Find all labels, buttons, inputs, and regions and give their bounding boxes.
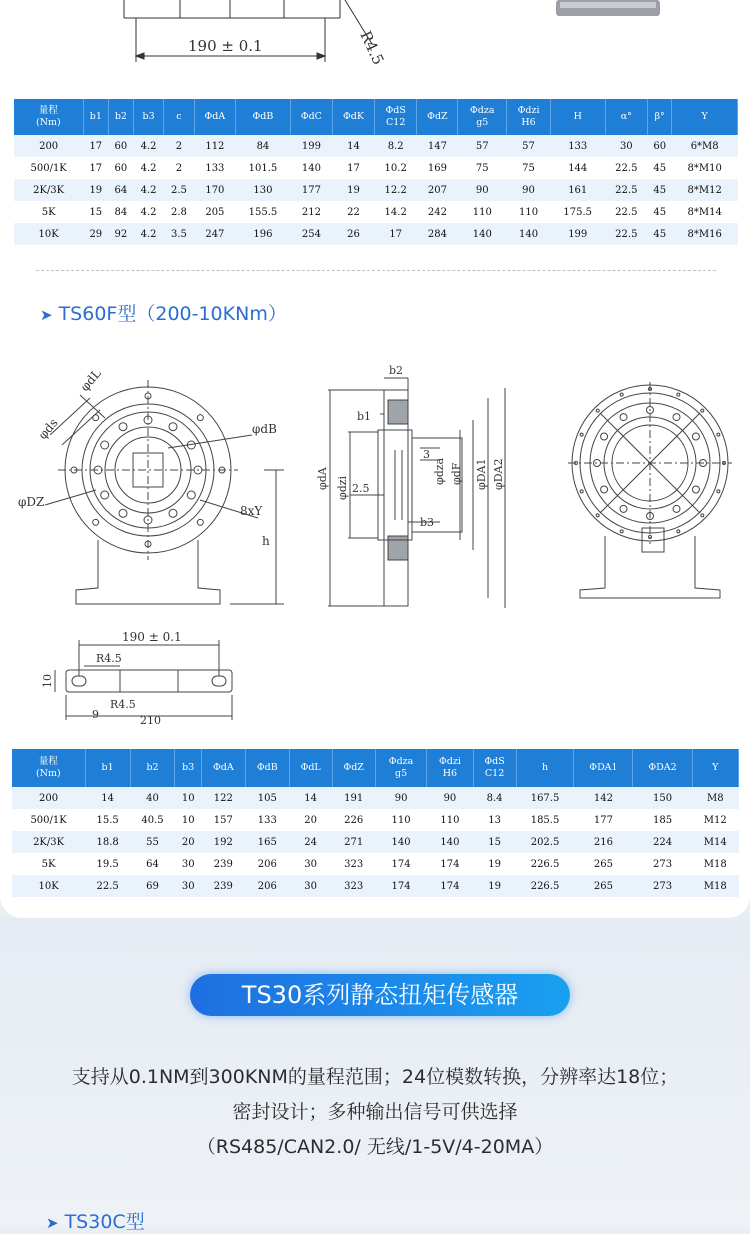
table-cell: 140 — [375, 831, 427, 853]
column-header: ΦdB — [236, 99, 291, 135]
table-cell: 224 — [633, 831, 692, 853]
column-header: H — [550, 99, 605, 135]
table-cell: 69 — [130, 875, 175, 897]
table-cell: 2 — [164, 157, 194, 179]
table-cell: 147 — [417, 135, 458, 157]
table-cell: 22.5 — [605, 157, 647, 179]
table-row — [12, 875, 739, 897]
table-cell: 60 — [648, 135, 672, 157]
table-cell: 175.5 — [550, 201, 605, 223]
column-header: b1 — [83, 99, 108, 135]
table-row — [14, 223, 738, 245]
section-title-ts30c: ➤ TS30C型 — [46, 1211, 145, 1233]
table-cell: 17 — [374, 223, 416, 245]
table-cell: 133 — [245, 809, 289, 831]
top-dim-r45: R4.5 — [356, 28, 388, 68]
table-header-row — [12, 749, 739, 787]
table-cell: 271 — [332, 831, 375, 853]
table-cell: 30 — [605, 135, 647, 157]
arrow-icon: ➤ — [46, 1214, 59, 1232]
table-cell: 500/1K — [14, 157, 83, 179]
table-cell: 174 — [427, 853, 473, 875]
bolt-hole — [93, 519, 99, 525]
table-cell: 140 — [458, 223, 507, 245]
bolt-hole — [692, 486, 699, 493]
bolt-hole — [717, 490, 720, 493]
table-cell: 110 — [458, 201, 507, 223]
table-cell: 14.2 — [374, 201, 416, 223]
table-cell: 207 — [417, 179, 458, 201]
label-dzi: φdzi — [336, 475, 349, 500]
bolt-hole — [620, 414, 627, 421]
table-cell: 199 — [290, 135, 332, 157]
arrow-icon: ➤ — [40, 306, 53, 324]
table-cell: 185.5 — [516, 809, 574, 831]
column-header: ΦdA — [194, 99, 235, 135]
table-cell: 2.5 — [164, 179, 194, 201]
table-cell: 26 — [333, 223, 375, 245]
table-cell: 140 — [290, 157, 332, 179]
table-cell: 212 — [290, 201, 332, 223]
table-cell: 19 — [83, 179, 108, 201]
table-cell: 19 — [333, 179, 375, 201]
table-cell: 4.2 — [133, 223, 163, 245]
label-ten: 10 — [41, 674, 54, 688]
table-cell: 17 — [83, 135, 108, 157]
table-cell: 22.5 — [85, 875, 130, 897]
table-cell: 133 — [194, 157, 235, 179]
front-view — [45, 380, 284, 604]
table-cell: 84 — [108, 201, 133, 223]
table-cell: 30 — [289, 875, 332, 897]
label-ds: φds — [35, 415, 61, 442]
table-cell: 30 — [289, 853, 332, 875]
table-cell: M18 — [692, 875, 738, 897]
table-cell: 192 — [201, 831, 245, 853]
table-cell: 8.2 — [374, 135, 416, 157]
column-header: ΦDA1 — [574, 749, 633, 787]
bolt-hole — [692, 433, 699, 440]
table-cell: 90 — [458, 179, 507, 201]
table-cell: 206 — [245, 875, 289, 897]
table-cell: 110 — [375, 809, 427, 831]
table-cell: 112 — [194, 135, 235, 157]
table-cell: 30 — [175, 875, 201, 897]
label-dB: φdB — [252, 422, 277, 436]
label-DA2: φDA2 — [492, 458, 505, 490]
table-cell: 40.5 — [130, 809, 175, 831]
bolt-hole — [119, 423, 127, 431]
bolt-hole — [673, 414, 680, 421]
column-header: b2 — [130, 749, 175, 787]
bolt-hole — [717, 433, 720, 436]
table-cell: 3.5 — [164, 223, 194, 245]
ts60f-technical-drawing — [0, 340, 750, 730]
column-header: α° — [605, 99, 647, 135]
bolt-hole — [677, 530, 680, 533]
table-cell: 216 — [574, 831, 633, 853]
table-cell: 57 — [458, 135, 507, 157]
table-cell: 122 — [201, 787, 245, 809]
column-header: Y — [692, 749, 738, 787]
label-b1: b1 — [357, 410, 372, 423]
table-cell: 265 — [574, 875, 633, 897]
column-header: ΦdS C12 — [374, 99, 416, 135]
table-cell: 17 — [83, 157, 108, 179]
ts30-desc-line3: （RS485/CAN2.0/ 无线/1-5V/4-20MA） — [196, 1136, 554, 1158]
label-210: 210 — [140, 714, 161, 727]
label-DZ: φDZ — [18, 495, 45, 509]
table-cell: 191 — [332, 787, 375, 809]
table-cell: 75 — [507, 157, 551, 179]
ts30-desc-line1: 支持从0.1NM到300KNM的量程范围；24位模数转换，分辨率达18位； — [71, 1066, 679, 1088]
table-cell: 196 — [236, 223, 291, 245]
table-cell: 2K/3K — [12, 831, 85, 853]
top-dim-190: 190 ± 0.1 — [188, 37, 263, 55]
table-cell: 92 — [108, 223, 133, 245]
column-header: ΦdC — [290, 99, 332, 135]
table-cell: 165 — [245, 831, 289, 853]
bolt-hole — [187, 491, 195, 499]
bolt-hole — [596, 409, 599, 412]
table-cell: 273 — [633, 853, 692, 875]
table-cell: 105 — [245, 787, 289, 809]
ts30-banner: TS30系列静态扭矩传感器 — [190, 974, 570, 1016]
column-header: ΦdS C12 — [473, 749, 516, 787]
label-r45-top: R4.5 — [96, 652, 122, 665]
table-cell: 2K/3K — [14, 179, 83, 201]
label-nine: 9 — [92, 708, 99, 721]
table-cell: 8*M16 — [672, 223, 738, 245]
label-b3: b3 — [420, 516, 435, 529]
table-row — [12, 809, 739, 831]
table-cell: 273 — [633, 875, 692, 897]
table-cell: 84 — [236, 135, 291, 157]
bolt-hole — [169, 423, 177, 431]
bolt-hole — [601, 433, 608, 440]
top-dimension-drawing — [0, 0, 750, 95]
table-cell: 14 — [85, 787, 130, 809]
table-row — [14, 179, 738, 201]
column-header: ΦdL — [289, 749, 332, 787]
column-header: ΦdB — [245, 749, 289, 787]
table-cell: M18 — [692, 853, 738, 875]
table-row — [12, 787, 739, 809]
table-cell: 55 — [130, 831, 175, 853]
column-header: ΦdZ — [417, 99, 458, 135]
table-cell: 254 — [290, 223, 332, 245]
table-cell: 30 — [175, 853, 201, 875]
table-cell: M14 — [692, 831, 738, 853]
table-cell: M8 — [692, 787, 738, 809]
bolt-hole — [169, 509, 177, 517]
table-cell: 323 — [332, 853, 375, 875]
table-cell: 174 — [375, 875, 427, 897]
table-cell: 157 — [201, 809, 245, 831]
label-base-190: 190 ± 0.1 — [122, 630, 182, 644]
column-header: h — [516, 749, 574, 787]
column-header: Φdzi H6 — [507, 99, 551, 135]
bolt-hole — [620, 393, 623, 396]
table-cell: 64 — [108, 179, 133, 201]
bolt-hole — [119, 509, 127, 517]
column-header: Φdzi H6 — [427, 749, 473, 787]
bolt-hole — [701, 409, 704, 412]
table-cell: 64 — [130, 853, 175, 875]
table-cell: 170 — [194, 179, 235, 201]
table-cell: 226.5 — [516, 875, 574, 897]
label-two-five: 2.5 — [352, 482, 370, 495]
table-cell: 8*M12 — [672, 179, 738, 201]
table-cell: 20 — [289, 809, 332, 831]
table-cell: 200 — [14, 135, 83, 157]
spec-table-1 — [14, 99, 738, 245]
column-header: 量程 (Nm) — [12, 749, 85, 787]
column-header: β° — [648, 99, 672, 135]
bolt-hole — [673, 505, 680, 512]
table-cell: 161 — [550, 179, 605, 201]
bolt-hole — [101, 441, 109, 449]
table-row — [14, 135, 738, 157]
table-cell: 110 — [427, 809, 473, 831]
table-cell: 242 — [417, 201, 458, 223]
table-cell: 155.5 — [236, 201, 291, 223]
table-cell: 8*M10 — [672, 157, 738, 179]
table-cell: 6*M8 — [672, 135, 738, 157]
column-header: ΦDA2 — [633, 749, 692, 787]
table-cell: 12.2 — [374, 179, 416, 201]
table-row — [12, 831, 739, 853]
table-cell: 10 — [175, 787, 201, 809]
column-header: ΦdZ — [332, 749, 375, 787]
table-cell: 45 — [648, 179, 672, 201]
table-cell: 174 — [375, 853, 427, 875]
section-divider — [36, 270, 716, 271]
table-cell: 57 — [507, 135, 551, 157]
table-cell: 144 — [550, 157, 605, 179]
table-cell: 10.2 — [374, 157, 416, 179]
table-cell: 8.4 — [473, 787, 516, 809]
table-cell: 323 — [332, 875, 375, 897]
table-cell: 4.2 — [133, 157, 163, 179]
table-cell: 22.5 — [605, 223, 647, 245]
table-cell: 226 — [332, 809, 375, 831]
table-cell: 22.5 — [605, 179, 647, 201]
table-cell: 60 — [108, 157, 133, 179]
table-cell: 169 — [417, 157, 458, 179]
table-cell: 200 — [12, 787, 85, 809]
column-header: Y — [672, 99, 738, 135]
label-dza: φdza — [433, 457, 446, 485]
table-cell: 2 — [164, 135, 194, 157]
bolt-hole — [101, 491, 109, 499]
table-cell: 206 — [245, 853, 289, 875]
column-header: ΦdA — [201, 749, 245, 787]
table-cell: 2.8 — [164, 201, 194, 223]
table-cell: 110 — [507, 201, 551, 223]
bolt-hole — [677, 393, 680, 396]
table-cell: 140 — [427, 831, 473, 853]
table-cell: 40 — [130, 787, 175, 809]
column-header: ΦdK — [333, 99, 375, 135]
table-cell: 185 — [633, 809, 692, 831]
table-cell: 4.2 — [133, 135, 163, 157]
column-header: b3 — [133, 99, 163, 135]
column-header: b1 — [85, 749, 130, 787]
table-cell: 133 — [550, 135, 605, 157]
table-cell: 17 — [333, 157, 375, 179]
table-cell: 205 — [194, 201, 235, 223]
table-cell: 18.8 — [85, 831, 130, 853]
table-cell: 15.5 — [85, 809, 130, 831]
table-row — [14, 201, 738, 223]
table-cell: M12 — [692, 809, 738, 831]
bolt-hole — [620, 505, 627, 512]
table-cell: 15 — [83, 201, 108, 223]
bolt-hole — [580, 433, 583, 436]
table-cell: 5K — [12, 853, 85, 875]
table-cell: 60 — [108, 135, 133, 157]
table-cell: 247 — [194, 223, 235, 245]
table-header-row — [14, 99, 738, 135]
ts30-desc-line2: 密封设计；多种输出信号可供选择 — [232, 1101, 518, 1123]
bolt-hole — [620, 530, 623, 533]
bolt-hole — [596, 514, 599, 517]
column-header: Φdza g5 — [375, 749, 427, 787]
table-cell: 22.5 — [605, 201, 647, 223]
table-cell: 90 — [427, 787, 473, 809]
label-dA: φdA — [316, 467, 329, 490]
table-cell: 4.2 — [133, 201, 163, 223]
table-cell: 10K — [14, 223, 83, 245]
bolt-hole — [197, 519, 203, 525]
table-cell: 19.5 — [85, 853, 130, 875]
table-cell: 22 — [333, 201, 375, 223]
table-cell: 5K — [14, 201, 83, 223]
table-cell: 90 — [507, 179, 551, 201]
table-cell: 45 — [648, 157, 672, 179]
label-dL: φdL — [77, 366, 104, 394]
column-header: 量程 (Nm) — [14, 99, 83, 135]
bolt-hole — [197, 415, 203, 421]
table-cell: 101.5 — [236, 157, 291, 179]
column-header: c — [164, 99, 194, 135]
table-cell: 14 — [333, 135, 375, 157]
bolt-hole — [601, 486, 608, 493]
table-cell: 10K — [12, 875, 85, 897]
table-cell: 8*M14 — [672, 201, 738, 223]
table-cell: 174 — [427, 875, 473, 897]
table-cell: 19 — [473, 853, 516, 875]
column-header: Φdza g5 — [458, 99, 507, 135]
table-cell: 500/1K — [12, 809, 85, 831]
label-r45-bottom: R4.5 — [110, 698, 136, 711]
table-cell: 199 — [550, 223, 605, 245]
bolt-hole — [701, 514, 704, 517]
bolt-hole — [580, 490, 583, 493]
label-dF: φdF — [450, 462, 463, 485]
spec-table-2 — [12, 749, 739, 897]
label-8xY: 8xY — [240, 504, 263, 518]
table-cell: 140 — [507, 223, 551, 245]
label-h: h — [262, 534, 270, 548]
table-cell: 45 — [648, 201, 672, 223]
table-cell: 167.5 — [516, 787, 574, 809]
table-cell: 45 — [648, 223, 672, 245]
table-cell: 239 — [201, 853, 245, 875]
table-cell: 177 — [290, 179, 332, 201]
table-cell: 29 — [83, 223, 108, 245]
table-cell: 24 — [289, 831, 332, 853]
table-cell: 142 — [574, 787, 633, 809]
label-b2: b2 — [389, 364, 404, 377]
table-cell: 90 — [375, 787, 427, 809]
table-cell: 15 — [473, 831, 516, 853]
label-three: 3 — [423, 448, 430, 461]
table-cell: 150 — [633, 787, 692, 809]
table-cell: 10 — [175, 809, 201, 831]
table-cell: 226.5 — [516, 853, 574, 875]
table-cell: 265 — [574, 853, 633, 875]
back-view — [568, 382, 732, 598]
column-header: b2 — [108, 99, 133, 135]
table-cell: 75 — [458, 157, 507, 179]
table-cell: 284 — [417, 223, 458, 245]
table-cell: 20 — [175, 831, 201, 853]
table-cell: 239 — [201, 875, 245, 897]
table-cell: 4.2 — [133, 179, 163, 201]
table-cell: 14 — [289, 787, 332, 809]
table-row — [12, 853, 739, 875]
table-cell: 202.5 — [516, 831, 574, 853]
table-cell: 19 — [473, 875, 516, 897]
base-view — [55, 640, 232, 720]
section-title-ts60f: ➤ TS60F型（200-10KNm） — [40, 303, 287, 325]
table-cell: 177 — [574, 809, 633, 831]
table-row — [14, 157, 738, 179]
label-DA1: φDA1 — [475, 458, 488, 490]
column-header: b3 — [175, 749, 201, 787]
table-cell: 13 — [473, 809, 516, 831]
table-cell: 130 — [236, 179, 291, 201]
